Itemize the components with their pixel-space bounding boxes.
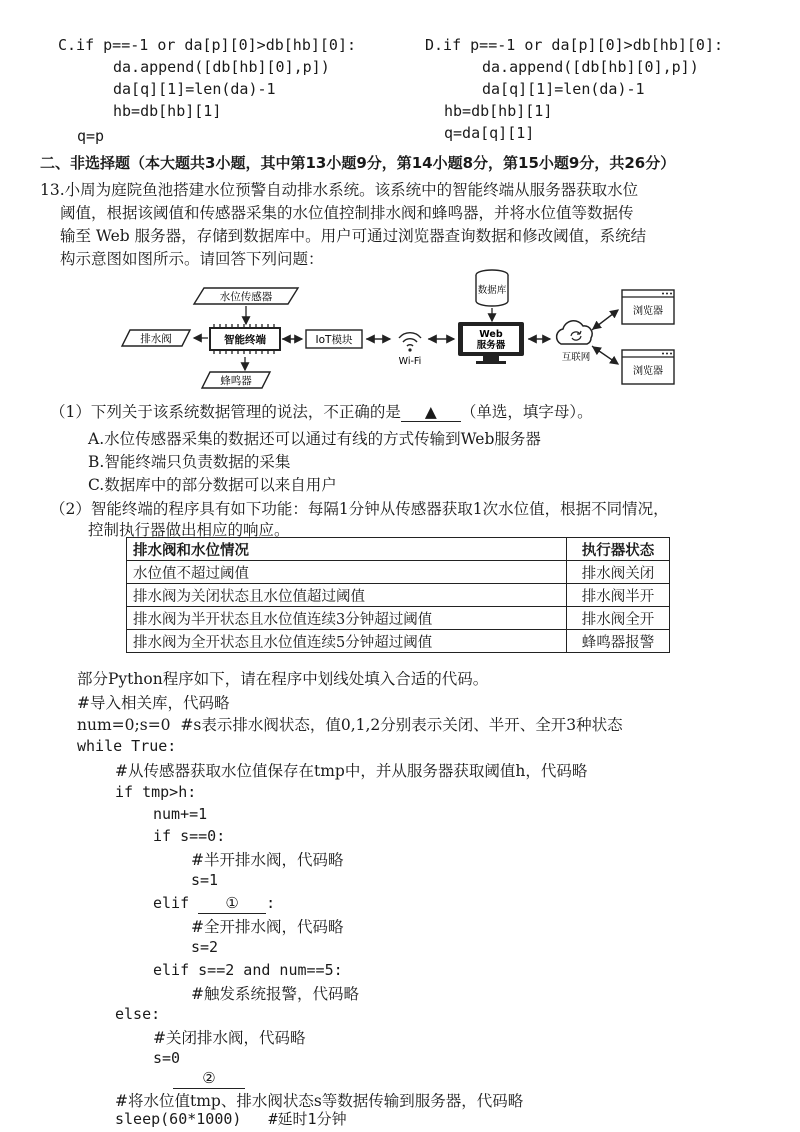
- code-line: s=2: [191, 938, 219, 956]
- table-cell: 排水阀为关闭状态且水位值超过阈值: [127, 584, 567, 607]
- table-cell: 排水阀全开: [567, 607, 670, 630]
- option-d-line3: da[q][1]=len(da)-1: [482, 80, 645, 98]
- code-line: #将水位值tmp、排水阀状态s等数据传输到服务器，代码略: [115, 1092, 524, 1110]
- database-label: 数据库: [477, 285, 507, 296]
- blank-triangle: ▲: [424, 403, 437, 421]
- q13-line2: 阈值，根据该阈值和传感器采集的水位值控制排水阀和蜂鸣器，并将水位值等数据传: [60, 204, 634, 222]
- part1-prompt-b: （单选，填字母）。: [460, 403, 593, 421]
- browser-window-2: [622, 350, 674, 384]
- buzzer-label: 蜂鸣器: [220, 375, 252, 387]
- system-diagram: [110, 266, 680, 398]
- code-line: else:: [115, 1005, 161, 1023]
- q13-line4: 构示意图如图所示。请回答下列问题：: [60, 250, 324, 268]
- code-line: num+=1: [153, 805, 208, 823]
- table-row: [127, 561, 670, 584]
- code-line: num=0;s=0 #s表示排水阀状态，值0,1,2分别表示关闭、半开、全开3种状态: [77, 716, 623, 734]
- wifi-label: Wi-Fi: [398, 356, 422, 367]
- answer-blank-2-wrap: [173, 1068, 245, 1089]
- code-line: #从传感器获取水位值保存在tmp中，并从服务器获取阈值h，代码略: [115, 762, 588, 780]
- code-line: #导入相关库，代码略: [77, 694, 230, 712]
- code-line: #触发系统报警，代码略: [191, 985, 359, 1003]
- option-d-line1: D.if p==-1 or da[p][0]>db[hb][0]:: [425, 36, 724, 54]
- table-cell: 排水阀关闭: [567, 561, 670, 584]
- valve-state-table: [126, 537, 670, 653]
- elif-keyword: elif: [153, 894, 190, 912]
- iot-module-node: [306, 330, 362, 348]
- section-heading: 二、非选择题（本大题共3小题，其中第13小题9分，第14小题8分，第15小题9分，共26分）: [40, 154, 676, 172]
- answer-blank-2[interactable]: ②: [173, 1068, 245, 1089]
- part1-option-c: C.数据库中的部分数据可以来自用户: [88, 476, 337, 494]
- part1-option-a: A.水位传感器采集的数据还可以通过有线的方式传输到Web服务器: [88, 430, 541, 448]
- web-server-node: [458, 322, 524, 364]
- water-sensor-node: [194, 288, 298, 304]
- web-label: Web: [479, 329, 503, 340]
- browser-2-label: 浏览器: [633, 366, 663, 377]
- code-line: s=0: [153, 1049, 181, 1067]
- table-cell: 排水阀为半开状态且水位值连续3分钟超过阈值: [127, 607, 567, 630]
- table-cell: 蜂鸣器报警: [567, 630, 670, 653]
- database-icon: [476, 270, 508, 306]
- part2-line2: 控制执行器做出相应的响应。: [88, 521, 290, 539]
- internet-cloud-icon: [557, 321, 593, 363]
- server-label: 服务器: [476, 340, 506, 351]
- table-cell: 水位值不超过阈值: [127, 561, 567, 584]
- option-c-line3: da[q][1]=len(da)-1: [113, 80, 276, 98]
- part2-line1: （2）智能终端的程序具有如下功能：每隔1分钟从传感器获取1次水位值，根据不同情况，: [50, 500, 669, 518]
- code-line: #关闭排水阀，代码略: [153, 1029, 306, 1047]
- code-line: if s==0:: [153, 827, 226, 845]
- option-d-line2: da.append([db[hb][0],p]): [482, 58, 699, 76]
- part1-prompt: [50, 400, 593, 422]
- internet-label: 互联网: [561, 352, 591, 363]
- option-c-line2: da.append([db[hb][0],p]): [113, 58, 330, 76]
- code-line: sleep(60*1000) #延时1分钟: [115, 1110, 347, 1128]
- part1-prompt-a: （1）下列关于该系统数据管理的说法，不正确的是: [50, 403, 401, 421]
- code-line: if tmp>h:: [115, 783, 197, 801]
- colon: :: [266, 894, 276, 912]
- part1-answer-blank: [401, 403, 461, 422]
- drain-valve-label: 排水阀: [140, 333, 172, 345]
- table-row: [127, 607, 670, 630]
- code-line: while True:: [77, 737, 177, 755]
- code-line-blank1: [153, 893, 275, 914]
- code-line: elif s==2 and num==5:: [153, 961, 343, 979]
- option-c-line5: q=p: [77, 127, 105, 145]
- wifi-icon: [399, 333, 422, 367]
- program-intro: 部分Python程序如下，请在程序中划线处填入合适的代码。: [77, 670, 489, 688]
- water-sensor-label: 水位传感器: [219, 291, 273, 303]
- q13-line1: 13.小周为庭院鱼池搭建水位预警自动排水系统。该系统中的智能终端从服务器获取水位: [40, 181, 639, 199]
- option-c-line1: C.if p==-1 or da[p][0]>db[hb][0]:: [58, 36, 357, 54]
- table-cell: 排水阀半开: [567, 584, 670, 607]
- table-row: [127, 630, 670, 653]
- option-d-line5: q=da[q][1]: [444, 124, 535, 142]
- option-c-line4: hb=db[hb][1]: [113, 102, 222, 120]
- smart-terminal-label: 智能终端: [224, 334, 266, 346]
- answer-blank-1[interactable]: ①: [198, 893, 266, 914]
- smart-terminal-node: [210, 324, 280, 354]
- drain-valve-node: [122, 330, 190, 346]
- table-row: [127, 584, 670, 607]
- browser-window-1: [622, 290, 674, 324]
- table-header-cell: 排水阀和水位情况: [127, 538, 567, 561]
- buzzer-node: [202, 372, 270, 388]
- table-header-row: [127, 538, 670, 561]
- browser-1-label: 浏览器: [633, 306, 663, 317]
- code-line: #半开排水阀，代码略: [191, 851, 344, 869]
- table-cell: 排水阀为全开状态且水位值连续5分钟超过阈值: [127, 630, 567, 653]
- q13-line3: 输至 Web 服务器，存储到数据库中。用户可通过浏览器查询数据和修改阈值，系统结: [60, 227, 647, 245]
- option-d-line4: hb=db[hb][1]: [444, 102, 553, 120]
- code-line: #全开排水阀，代码略: [191, 918, 344, 936]
- part1-option-b: B.智能终端只负责数据的采集: [88, 453, 291, 471]
- iot-module-label: IoT模块: [315, 334, 353, 346]
- table-header-cell: 执行器状态: [567, 538, 670, 561]
- code-line: s=1: [191, 871, 219, 889]
